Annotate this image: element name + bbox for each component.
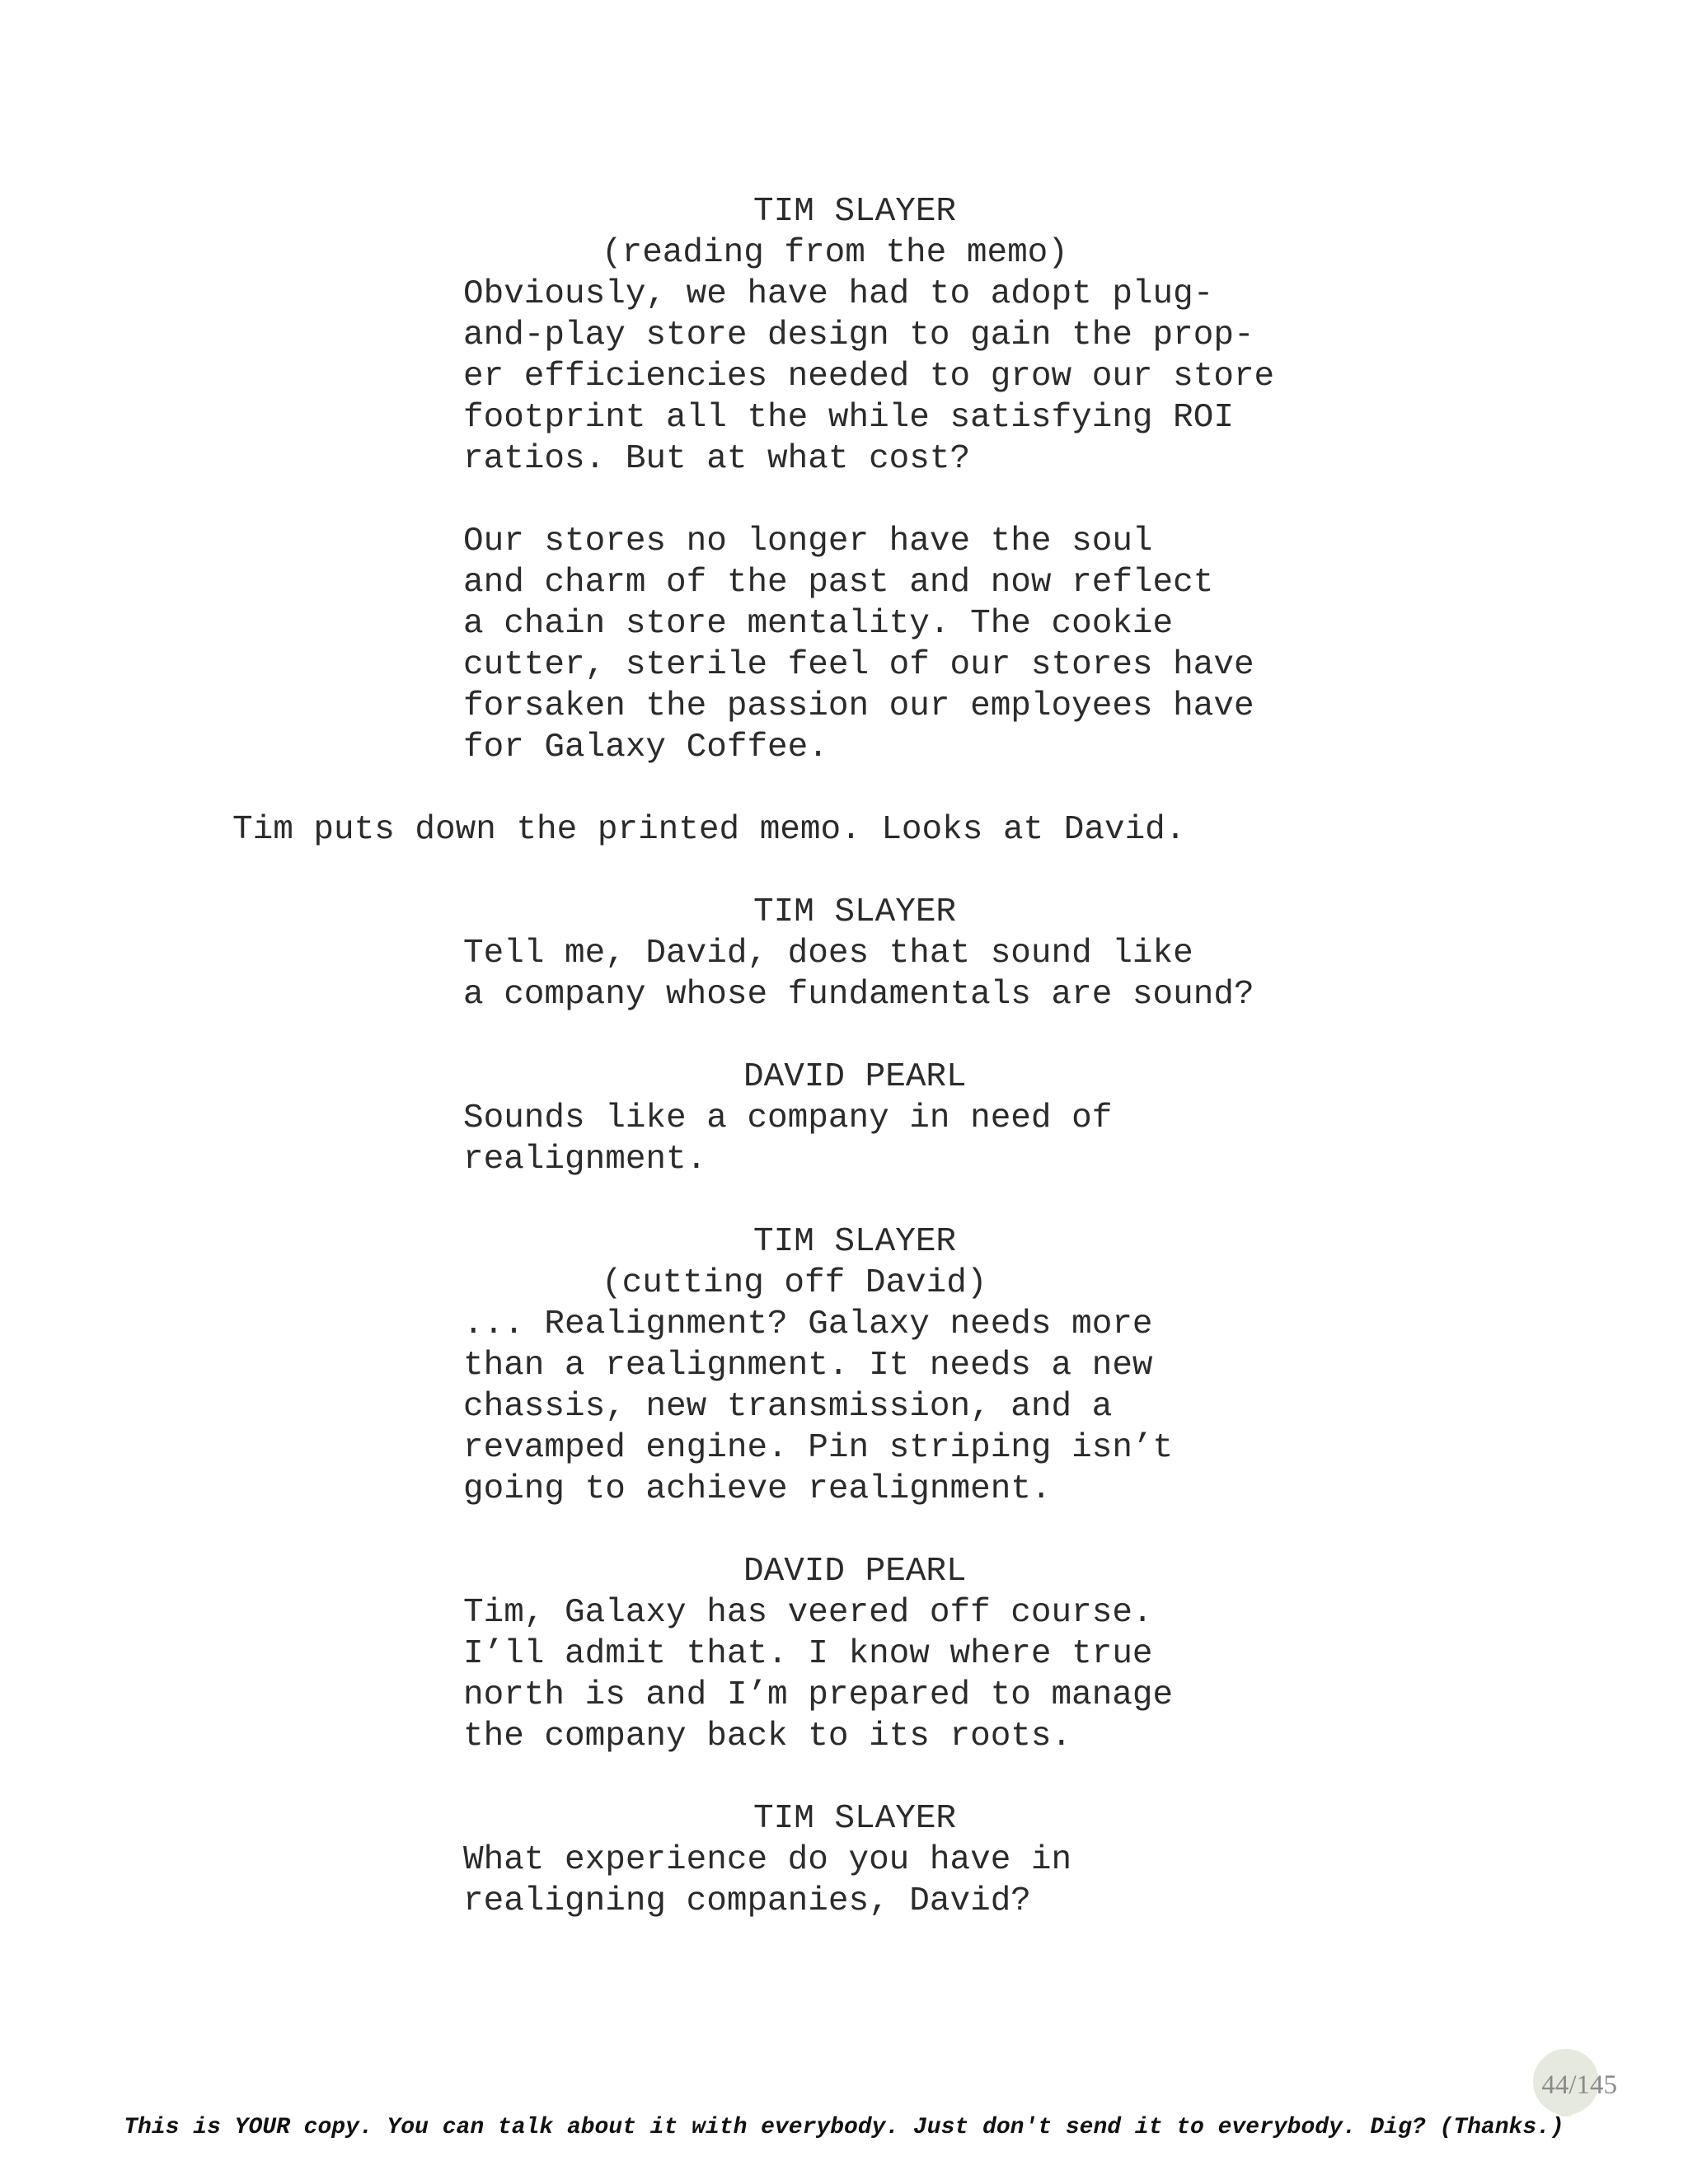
character-name: TIM SLAYER	[753, 893, 957, 931]
dialogue-line: Tell me, David, does that sound like	[463, 935, 1193, 972]
dialogue-line: going to achieve realignment.	[463, 1470, 1052, 1508]
dialogue-line: What experience do you have in	[463, 1841, 1072, 1879]
dialogue-line: north is and I’m prepared to manage	[463, 1676, 1174, 1714]
dialogue-line: Sounds like a company in need of	[463, 1099, 1113, 1137]
character-name: TIM SLAYER	[753, 193, 957, 231]
dialogue-line: and-play store design to gain the prop-	[463, 316, 1254, 354]
dialogue-line: cutter, sterile feel of our stores have	[463, 646, 1254, 684]
action-line: Tim puts down the printed memo. Looks at David.	[232, 811, 1186, 849]
dialogue-block-david-2	[0, 1551, 1688, 1757]
parenthetical: (cutting off David)	[602, 1264, 987, 1302]
dialogue-block-tim-2	[0, 892, 1688, 1015]
dialogue-line: chassis, new transmission, and a	[463, 1388, 1113, 1426]
parenthetical: (reading from the memo)	[602, 234, 1068, 272]
character-name: TIM SLAYER	[753, 1800, 957, 1838]
dialogue-line: a company whose fundamentals are sound?	[463, 976, 1254, 1014]
character-name: DAVID PEARL	[743, 1553, 967, 1591]
dialogue-line: ratios. But at what cost?	[463, 440, 971, 478]
character-name: TIM SLAYER	[753, 1223, 957, 1261]
dialogue-line: for Galaxy Coffee.	[463, 729, 828, 766]
dialogue-line: forsaken the passion our employees have	[463, 687, 1254, 725]
dialogue-block-tim-4	[0, 1798, 1688, 1922]
dialogue-line: Our stores no longer have the soul	[463, 523, 1153, 560]
dialogue-line: ... Realignment? Galaxy needs more	[463, 1305, 1153, 1343]
dialogue-line: and charm of the past and now reflect	[463, 564, 1214, 602]
dialogue-line: than a realignment. It needs a new	[463, 1347, 1153, 1385]
footer-notice: This is YOUR copy. You can talk about it with everybody. Just don't send it to everybody. Dig? (Thanks.)	[124, 2115, 1564, 2140]
character-name: DAVID PEARL	[743, 1058, 967, 1096]
screenplay-body	[0, 191, 1688, 1922]
dialogue-block-david-1	[0, 1057, 1688, 1180]
dialogue-block-tim-1	[0, 191, 1688, 768]
dialogue-line: I’ll admit that. I know where true	[463, 1635, 1153, 1673]
page-number: 44/145	[1541, 2070, 1617, 2100]
dialogue-line: footprint all the while satisfying ROI	[463, 399, 1234, 437]
dialogue-block-tim-3	[0, 1221, 1688, 1510]
dialogue-line: er efficiencies needed to grow our store	[463, 358, 1275, 396]
dialogue-line: revamped engine. Pin striping isn’t	[463, 1429, 1174, 1467]
dialogue-line: the company back to its roots.	[463, 1718, 1072, 1755]
dialogue-line: Obviously, we have had to adopt plug-	[463, 275, 1214, 313]
dialogue-line: realigning companies, David?	[463, 1882, 1031, 1920]
dialogue-line: realignment.	[463, 1141, 707, 1179]
dialogue-line: a chain store mentality. The cookie	[463, 605, 1174, 643]
dialogue-line: Tim, Galaxy has veered off course.	[463, 1594, 1153, 1632]
